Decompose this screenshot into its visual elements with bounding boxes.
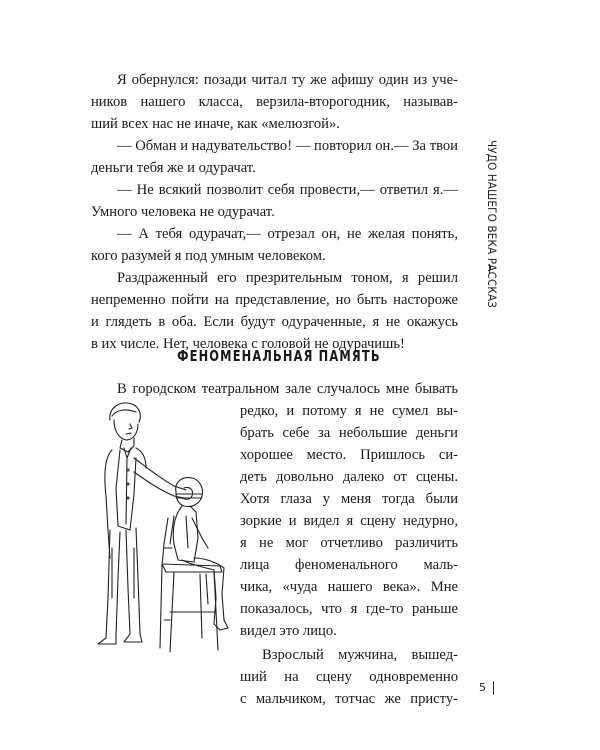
text-line: — Обман и надувательство! — повторил он.— За твои bbox=[117, 138, 458, 154]
text-line: В городском театральном зале случалось мне бывать bbox=[117, 381, 458, 397]
text-line: Раздраженный его презрительным тоном, я решил bbox=[117, 270, 458, 286]
text-line: — А тебя одурачат,— отрезал он, не желая понять, bbox=[117, 226, 458, 242]
text-line: — Не всякий позволит себя провести,— ответил я.— bbox=[117, 182, 458, 198]
text-line: и глядеть в оба. Если будут одураченные, я не окажусь bbox=[91, 314, 458, 330]
text-line: Умного человека не одурачат. bbox=[91, 204, 275, 220]
running-head bbox=[485, 140, 499, 460]
text-line: Я обернулся: позади читал ту же афишу один из уче- bbox=[117, 72, 458, 88]
text-line: я не мог отчетливо различить bbox=[240, 535, 458, 551]
text-line: хорошее место. Пришлось си- bbox=[240, 447, 458, 463]
text-line: непременно пойти на представление, но быть настороже bbox=[91, 292, 458, 308]
section-heading: ФЕНОМЕНАЛЬНАЯ ПАМЯТЬ bbox=[177, 347, 381, 365]
text-line: деньги тебя же и одурачат. bbox=[91, 160, 256, 176]
text-line: ший всех нас не иначе, как «мелюзгой». bbox=[91, 116, 340, 132]
text-line: ников нашего класса, верзила-второгодник, называв- bbox=[91, 94, 458, 110]
text-line: Хотя глаза у меня тогда были bbox=[240, 491, 458, 507]
text-line: ший на сцену одновременно bbox=[240, 669, 458, 685]
page-number-divider bbox=[493, 681, 494, 695]
text-line: с мальчиком, тотчас же присту- bbox=[240, 691, 458, 707]
text-line: лица феноменального маль- bbox=[240, 557, 458, 573]
running-head-text: ЧУДО НАШЕГО ВЕКА РАССКАЗ bbox=[485, 140, 499, 309]
text-line: Взрослый мужчина, вышед- bbox=[262, 647, 458, 663]
text-line: редко, и потому я не сумел вы- bbox=[240, 403, 458, 419]
text-line: чика, «чуда нашего века». Мне bbox=[240, 579, 458, 595]
page-number: 5 bbox=[479, 681, 486, 694]
text-line: в их числе. Нет, человека с головой не одурачишь! bbox=[91, 336, 405, 352]
illustration-man-and-boy bbox=[90, 398, 240, 656]
text-line: кого разумей я под умным человеком. bbox=[91, 248, 326, 264]
text-line: видел это лицо. bbox=[240, 623, 337, 639]
text-line: показалось, что я где-то раньше bbox=[240, 601, 458, 617]
text-line: зоркие и видел я сцену недурно, bbox=[240, 513, 458, 529]
text-line: брать себе за небольшие деньги bbox=[240, 425, 458, 441]
text-line: деть довольно далеко от сцены. bbox=[240, 469, 458, 485]
